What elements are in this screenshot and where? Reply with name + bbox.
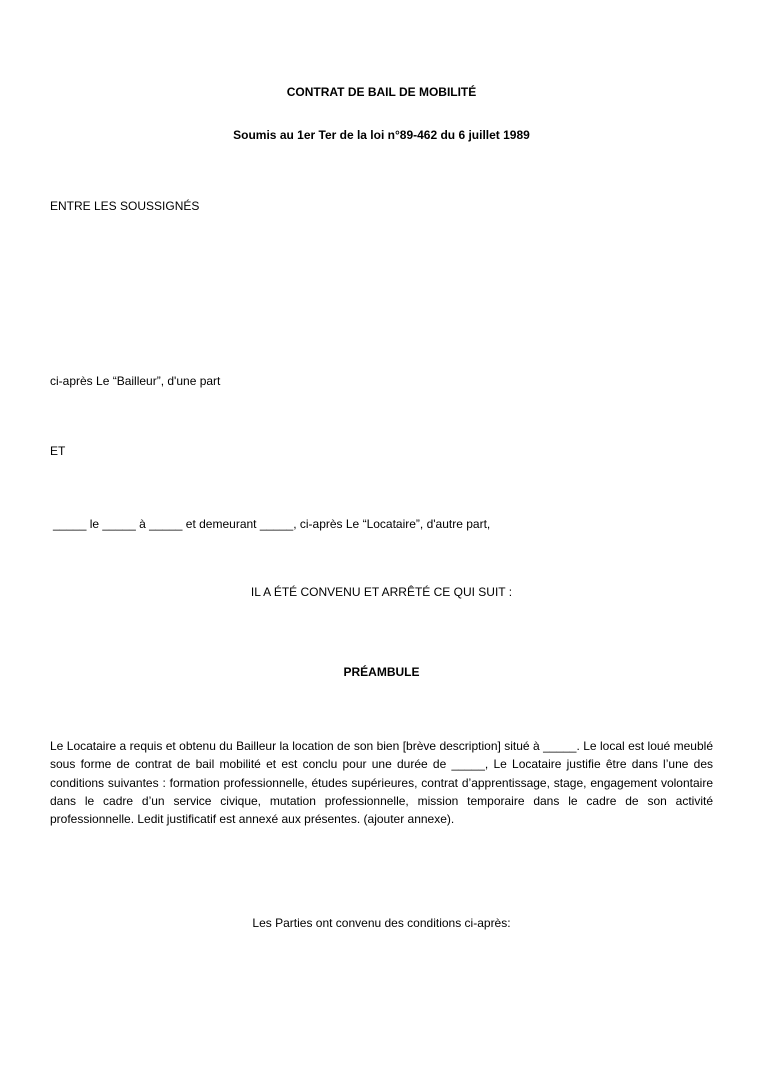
contract-title: CONTRAT DE BAIL DE MOBILITÉ: [286, 85, 477, 99]
et-label: ET: [50, 444, 66, 458]
preambule-paragraph: Le Locataire a requis et obtenu du Bailleur la location de son bien [brève description] situé à _____. Le local est loué meublé sous forme de contrat de bail mobilité et est conclu pour une durée de _____, Le Locataire justifie être dans l’une des conditions suivantes : formation professionnelle, études supérieures, contrat d’apprentissage, stage, engagement volontaire dans le cadre d’un service civique, mutation professionnelle, mission temporaire dans le cadre de son activité professionnelle. Ledit justificatif est annexé aux présentes. (ajouter annexe).: [50, 739, 713, 827]
contract-subtitle: Soumis au 1er Ter de la loi n°89-462 du 6 juillet 1989: [233, 128, 530, 142]
bailleur-line: ci-après Le “Bailleur”, d'une part: [50, 374, 221, 388]
agreement-heading: IL A ÉTÉ CONVENU ET ARRÊTÉ CE QUI SUIT :: [250, 585, 513, 599]
locataire-line: _____ le _____ à _____ et demeurant _____, ci-après Le “Locataire”, d'autre part,: [53, 517, 491, 531]
conditions-intro: Les Parties ont convenu des conditions ci-après:: [252, 916, 511, 930]
parties-heading: ENTRE LES SOUSSIGNÉS: [50, 199, 200, 213]
preambule-heading: PRÉAMBULE: [343, 665, 420, 679]
